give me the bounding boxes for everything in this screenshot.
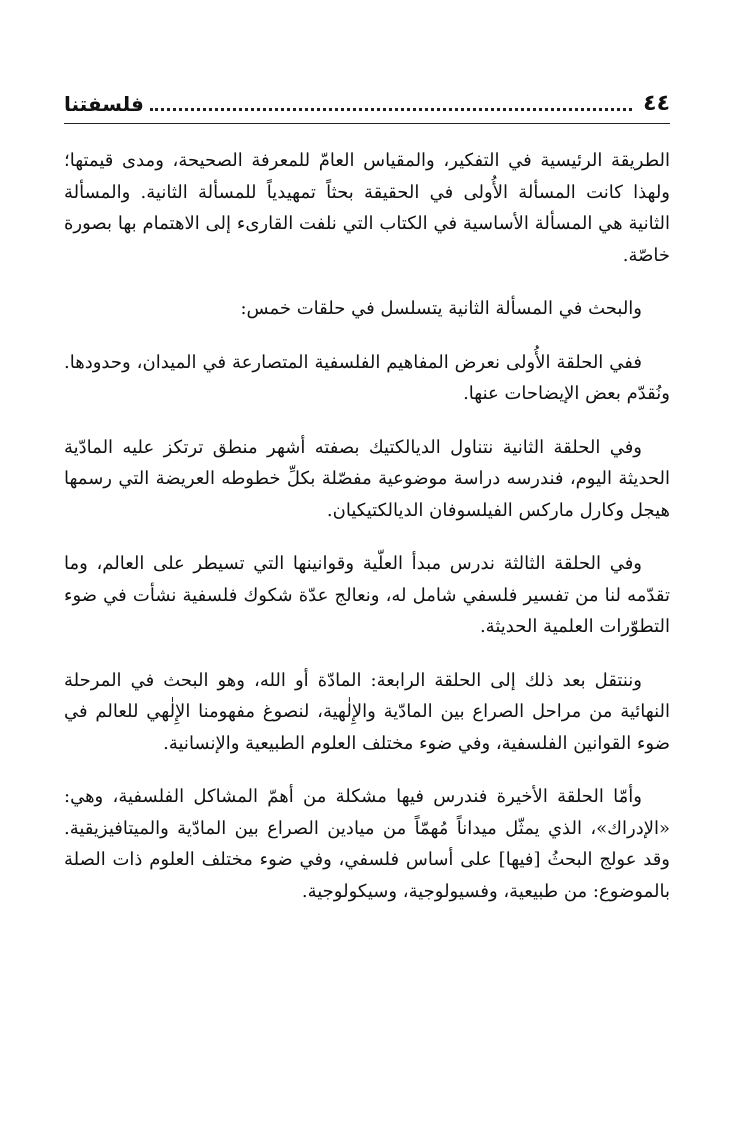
paragraph-last-circle: وأمّا الحلقة الأخيرة فندرس فيها مشكلة من أهمّ المشاكل الفلسفية، وهي: «الإدراك»، الذي يمثّل ميداناً مُهمّاً من ميادين الصراع بين المادّية والميتافيزيقية. وقد عولج البحثُ [فيها] على أساس فلسفي، وفي ضوء مختلف العلوم ذات الصلة بالموضوع: من طبيعية، وفسيولوجية، وسيكولوجية. xyxy=(64,786,670,902)
paragraph-third-circle: وفي الحلقة الثالثة ندرس مبدأ العلّية وقوانينها التي تسيطر على العالم، وما تقدّمه لنا من تفسير فلسفي شامل له، ونعالج عدّة شكوك فلسفية نشأت في ضوء التطوّرات العلمية الحديثة. xyxy=(64,553,670,637)
page-number: ٤٤ xyxy=(643,91,670,116)
body-text xyxy=(64,145,670,929)
running-title: فلسفتنا xyxy=(64,92,144,116)
paragraph-continuation: الطريقة الرئيسية في التفكير، والمقياس العامّ للمعرفة الصحيحة، ومدى قيمتها؛ ولهذا كانت المسألة الأُولى في الحقيقة بحثاً تمهيدياً للمسألة الثانية. والمسألة الثانية هي المسألة الأساسية في الكتاب التي نلفت القارىء إلى الاهتمام بها بصورة خاصّة. xyxy=(64,150,670,266)
header-rule xyxy=(64,123,670,124)
dotted-leader xyxy=(150,108,632,111)
page-header xyxy=(64,88,670,120)
paragraph-five-circles-intro: والبحث في المسألة الثانية يتسلسل في حلقات خمس: xyxy=(240,298,642,319)
paragraph-second-circle: وفي الحلقة الثانية نتناول الديالكتيك بصفته أشهر منطق ترتكز عليه المادّية الحديثة اليوم، فندرسه دراسة موضوعية مفصّلة بكلِّ خطوطه العريضة التي رسمها هيجل وكارل ماركس الفيلسوفان الديالكتيكيان. xyxy=(64,436,670,521)
paragraph-fourth-circle: وننتقل بعد ذلك إلى الحلقة الرابعة: المادّة أو الله، وهو البحث في المرحلة النهائية من مراحل الصراع بين المادّية والإِلٰهية، لنصوغ مفهومنا الإِلٰهي للعالم في ضوء القوانين الفلسفية، وفي ضوء مختلف العلوم الطبيعية والإنسانية. xyxy=(64,669,670,754)
paragraph-first-circle: ففي الحلقة الأُولى نعرض المفاهيم الفلسفية المتصارعة في الميدان، وحدودها. ونُقدّم بعض الإيضاحات عنها. xyxy=(64,351,670,404)
